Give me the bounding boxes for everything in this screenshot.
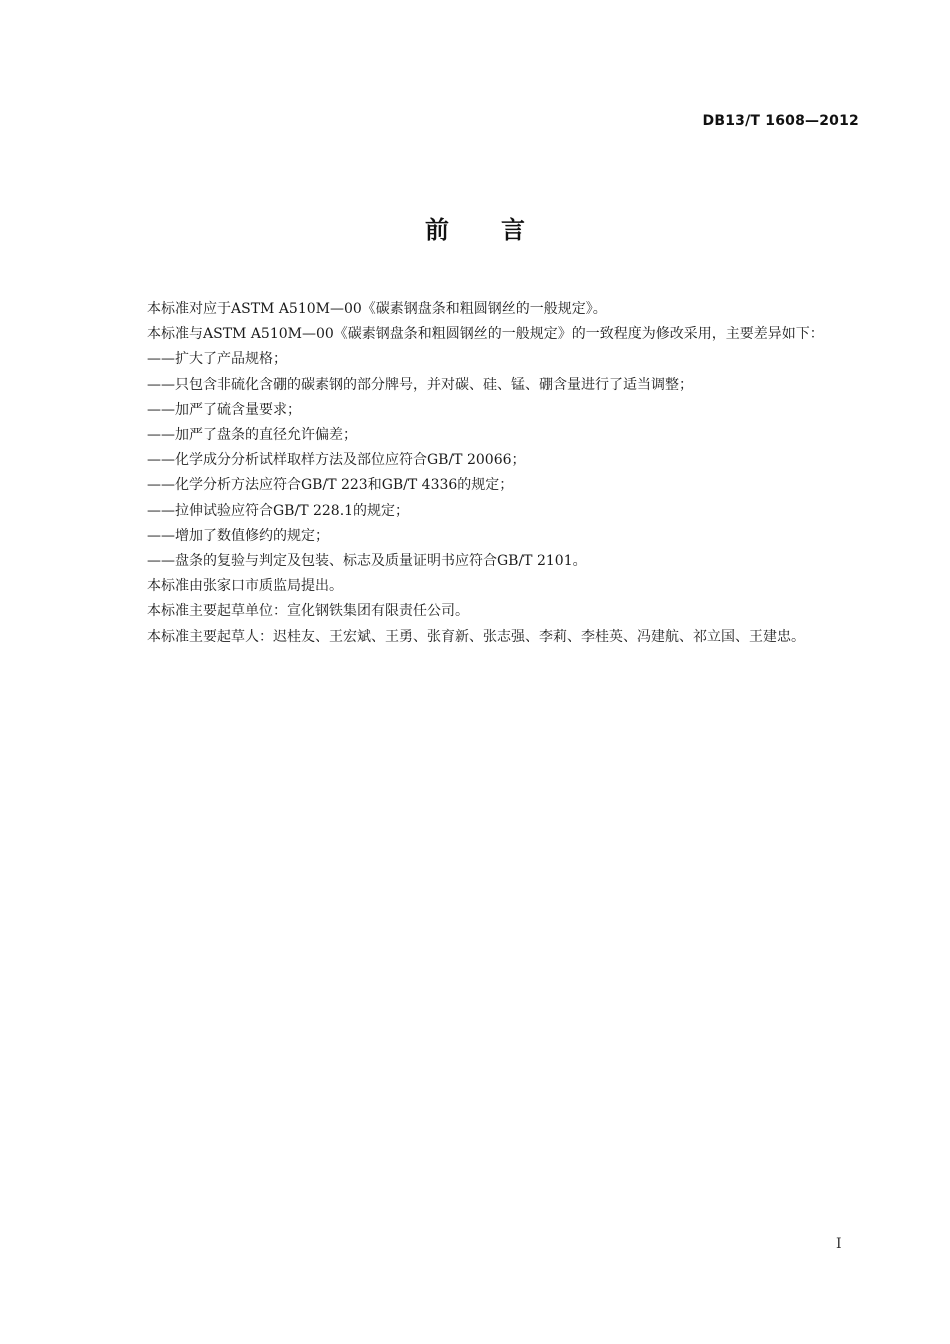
page-title: 前言 [425,216,577,244]
paragraph-drafters: 本标准主要起草人：迟桂友、王宏斌、王勇、张育新、张志强、李莉、李桂英、冯建航、祁立国、王建忠。 [147,628,805,645]
difference-item: ——加严了硫含量要求； [147,401,301,418]
difference-item: ——拉伸试验应符合GB/T 228.1的规定； [147,502,410,519]
difference-item: ——只包含非硫化含硼的碳素钢的部分牌号，并对碳、硅、锰、硼含量进行了适当调整； [147,376,693,393]
difference-item: ——化学分析方法应符合GB/T 223和GB/T 4336的规定； [147,477,514,494]
difference-item: ——化学成分分析试样取样方法及部位应符合GB/T 20066； [147,452,526,469]
difference-item: ——盘条的复验与判定及包装、标志及质量证明书应符合GB/T 2101。 [147,553,587,570]
difference-item: ——扩大了产品规格； [147,351,287,368]
paragraph-drafting-unit: 本标准主要起草单位：宣化钢铁集团有限责任公司。 [147,603,469,620]
paragraph-proposer: 本标准由张家口市质监局提出。 [147,578,343,595]
difference-item: ——增加了数值修约的规定； [147,527,329,544]
standard-code: DB13/T 1608—2012 [702,113,859,129]
difference-item: ——加严了盘条的直径允许偏差； [147,427,357,444]
foreword-body [115,297,863,650]
paragraph-consistency: 本标准与ASTM A510M—00《碳素钢盘条和粗圆钢丝的一般规定》的一致程度为修改采用，主要差异如下： [147,326,824,343]
paragraph-correspondence: 本标准对应于ASTM A510M—00《碳素钢盘条和粗圆钢丝的一般规定》。 [147,301,607,317]
page-number: I [836,1236,842,1252]
